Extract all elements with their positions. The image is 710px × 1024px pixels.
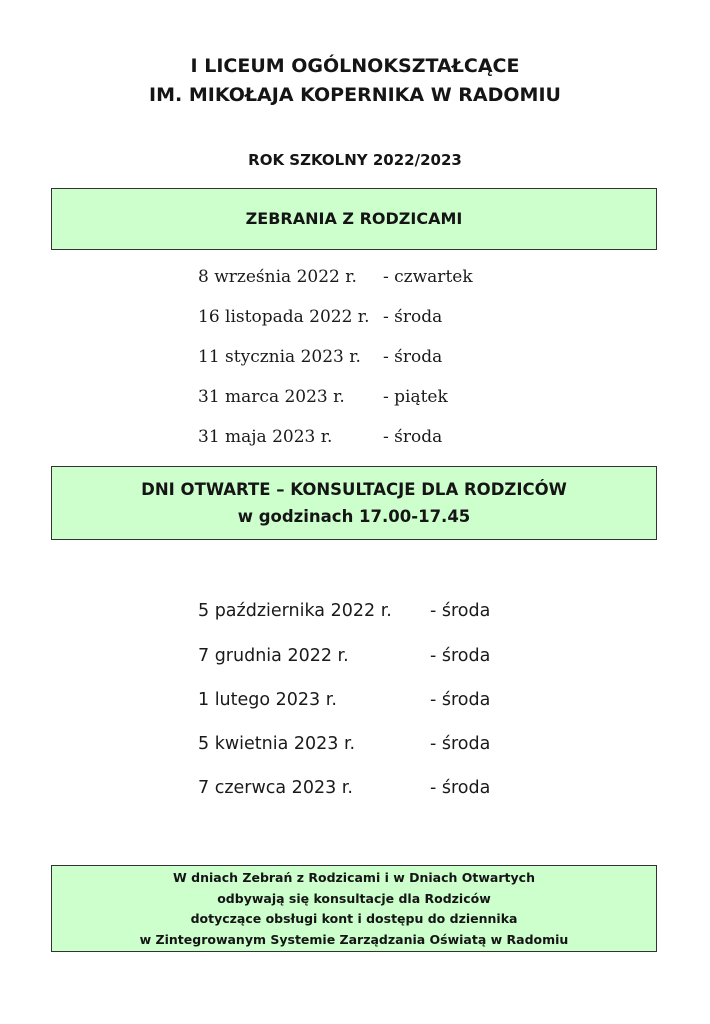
meeting-date: 31 maja 2023 r.: [198, 427, 333, 447]
open-days-heading: DNI OTWARTE – KONSULTACJE DLA RODZICÓW: [141, 480, 567, 499]
open-day-weekday: - środa: [430, 601, 491, 621]
meeting-day: - środa: [383, 347, 443, 367]
open-day-weekday: - środa: [430, 734, 491, 754]
meeting-date: 31 marca 2023 r.: [198, 387, 345, 407]
meeting-date: 16 listopada 2022 r.: [198, 307, 370, 327]
open-day-date: 7 czerwca 2023 r.: [198, 778, 353, 798]
open-day-weekday: - środa: [430, 778, 491, 798]
consultation-note-box: [51, 865, 657, 952]
open-days-heading-box: [51, 466, 657, 540]
open-day-date: 5 kwietnia 2023 r.: [198, 734, 356, 754]
meeting-date: 8 września 2022 r.: [198, 267, 357, 287]
open-days-hours: w godzinach 17.00-17.45: [237, 507, 471, 526]
meeting-day: - środa: [383, 307, 443, 327]
school-year: ROK SZKOLNY 2022/2023: [248, 151, 462, 169]
open-day-weekday: - środa: [430, 646, 491, 666]
meetings-heading: ZEBRANIA Z RODZICAMI: [245, 209, 463, 228]
meeting-day: - środa: [383, 427, 443, 447]
meeting-day: - piątek: [383, 387, 448, 407]
meeting-day: - czwartek: [383, 267, 473, 287]
open-day-weekday: - środa: [430, 690, 491, 710]
school-name-line2: IM. MIKOŁAJA KOPERNIKA W RADOMIU: [149, 84, 561, 106]
open-day-date: 7 grudnia 2022 r.: [198, 646, 349, 666]
note-line-1: W dniach Zebrań z Rodzicami i w Dniach Otwartych: [173, 870, 535, 885]
school-name-line1: I LICEUM OGÓLNOKSZTAŁCĄCE: [190, 55, 520, 77]
open-day-date: 5 października 2022 r.: [198, 601, 392, 621]
note-line-4: w Zintegrowanym Systemie Zarządzania Oświatą w Radomiu: [139, 931, 569, 947]
meetings-heading-box: [51, 188, 657, 250]
open-day-date: 1 lutego 2023 r.: [198, 690, 337, 710]
note-line-2: odbywają się konsultacje dla Rodziców: [217, 890, 491, 906]
meeting-date: 11 stycznia 2023 r.: [198, 347, 361, 367]
school-name: [0, 52, 710, 110]
note-line-3: dotyczące obsługi kont i dostępu do dziennika: [190, 911, 518, 926]
